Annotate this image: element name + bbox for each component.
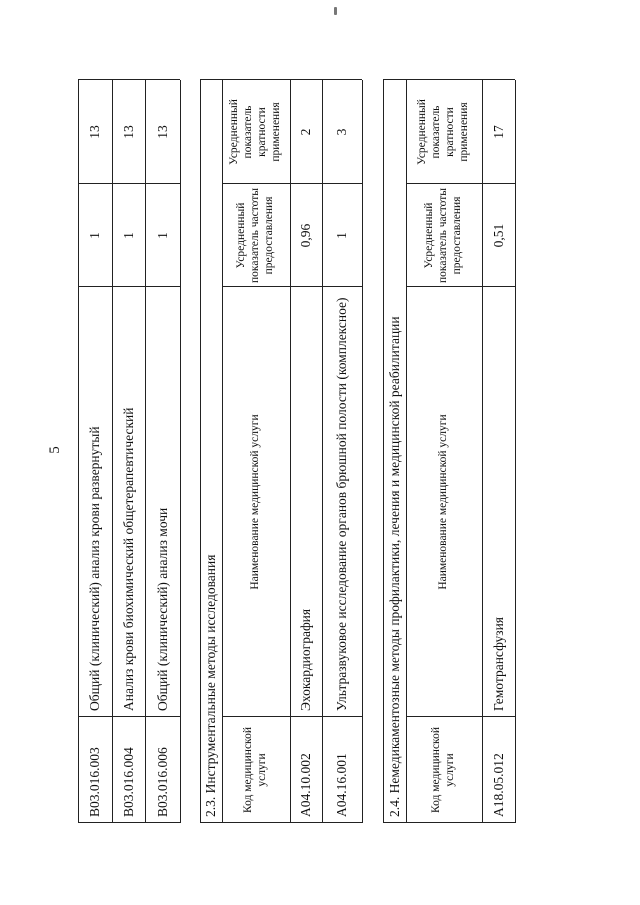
section-title: 2.4. Немедикаментозные методы профилактики, лечения и медицинской реабилитации <box>386 316 402 817</box>
multiplicity-value: 3 <box>334 128 350 136</box>
service-code: B03.016.003 <box>87 747 103 817</box>
frequency-value: 1 <box>334 232 350 239</box>
service-name: Анализ крови биохимический общетерапевтический <box>120 407 136 711</box>
multiplicity-value: 13 <box>154 125 170 139</box>
service-code: B03.016.004 <box>120 747 136 817</box>
column-header-name: Наименование медицинской услуги <box>437 414 450 590</box>
service-code: B03.016.006 <box>154 747 170 817</box>
frequency-value: 1 <box>154 232 170 239</box>
frequency-value: 1 <box>87 232 103 239</box>
frequency-value: 0,51 <box>490 223 506 248</box>
table-border <box>515 80 516 823</box>
table-border <box>362 80 363 823</box>
service-code: A18.05.012 <box>490 753 506 817</box>
column-header-frequency: Усредненный показатель частоты предоставления <box>423 188 463 283</box>
column-header-name: Наименование медицинской услуги <box>249 414 262 590</box>
frequency-value: 1 <box>120 232 136 239</box>
section-title: 2.3. Инструментальные методы исследования <box>203 554 219 817</box>
column-header-multiplicity: Усредненный показатель кратности применения <box>228 99 282 165</box>
service-code: A04.10.002 <box>298 753 314 817</box>
page-number: 5 <box>47 446 63 454</box>
service-name: Общий (клинический) анализ крови развернутый <box>87 426 103 711</box>
multiplicity-value: 2 <box>298 128 314 136</box>
column-header-code: Код медицинской услуги <box>242 727 268 813</box>
multiplicity-value: 13 <box>120 125 136 139</box>
service-code: A04.16.001 <box>334 753 350 817</box>
column-header-code: Код медицинской услуги <box>430 727 456 813</box>
multiplicity-value: 17 <box>490 125 506 139</box>
service-name: Общий (клинический) анализ мочи <box>154 507 170 711</box>
frequency-value: 0,96 <box>298 223 314 248</box>
column-header-multiplicity: Усредненный показатель кратности применения <box>416 99 470 165</box>
scan-mark <box>334 7 337 15</box>
table-border <box>180 80 181 823</box>
service-name: Эхокардиография <box>298 608 314 711</box>
column-header-frequency: Усредненный показатель частоты предоставления <box>235 188 275 283</box>
multiplicity-value: 13 <box>87 125 103 139</box>
service-name: Гемотрансфузия <box>490 617 506 711</box>
service-name: Ультразвуковое исследование органов брюшной полости (комплексное) <box>334 297 350 711</box>
